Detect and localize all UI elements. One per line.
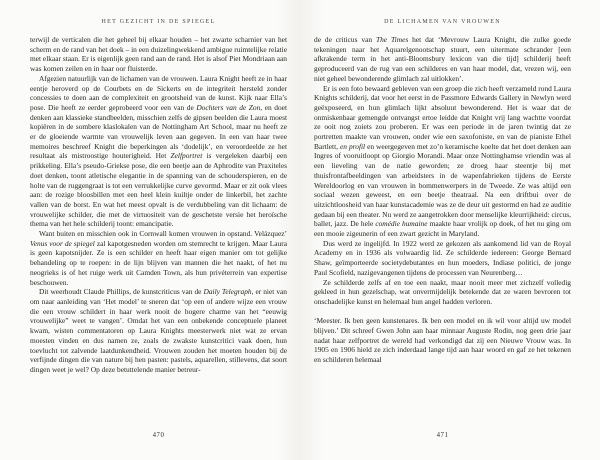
page-number-right: 471 bbox=[436, 432, 449, 439]
running-head-right: DE LICHAMEN VAN VROUWEN bbox=[384, 19, 501, 25]
paragraph: Dus werd ze ingelijfd. In 1922 werd ze gekozen als aankomend lid van de Royal Academy en in 1936 als volwaardig lid. Ze schilderde iedereen: George Bernard Shaw, geïmporteerde societydebutantes en hun moeders, Indiase politici, de jonge Paul Scofield, nazigevangenen tijdens de processen van Neurenberg… bbox=[314, 238, 571, 277]
left-page-body-text bbox=[30, 35, 287, 421]
paragraph: Er is een foto bewaard gebleven van een groep die zich heeft verzameld rond Laura Knights schilderij, dat voor het eerst in de Passmore Edwards Gallery in Newlyn werd geëxposeerd, en hun glimlach lijkt absoluut bewonderend. Het is waar dat de onmiskenbaar gemengde ontvangst ertoe leidde dat Knight vrij lang wachtte voordat ze ooit nog zoiets zou proberen. Er was een periode in de jaren twintig dat ze portretten maakte van vrouwen, onder wie een saxofoniste, en van de pianiste Ethel Bartlett, en profil en weergegeven met zo’n keramische koelte dat het doet denken aan Ingres of vooruitloopt op Giorgio Morandi. Maar onze Nottinghamse vriendin was al een lieveling van de natie geworden; ze droeg haar steentje bij met thuisfrontafbeeldingen van arbeidsters in de wapenfabrieken tijdens de Eerste Wereldoorlog en van vrouwen in bommenwerpers in de Tweede. Ze was altijd een sociaal wezen geweest, en een beetje theatraal. Na een driftbui over de uitzichtloosheid van haar kunstacademie was ze de deur uit gestormd en had ze auditie gedaan bij een theater. Nu werd ze aangetrokken door menselijke kleurrijkheid: circus, ballet, jazz. De hele comédie humaine maakte haar vrolijk op doek, of het nu ging om een mooie zigeunerin of een zwart gezicht in Maryland. bbox=[314, 83, 571, 239]
paragraph: ‘Meester. Ik ben geen kunstenares. Ik ben een model en ik wil voor altijd uw model blijven.’ Dit schreef Gwen John aan haar minnaar Auguste Rodin, nog geen drie jaar nadat haar zelfportret de wereld had verkondigd dat zij een Nieuwe Vrouw was. In 1905 en 1906 hield ze zich inderdaad lange tijd aan haar woord en gaf ze het tekenen en schilderen helemaal bbox=[314, 316, 571, 365]
right-page bbox=[300, 0, 600, 460]
paragraph: terwijl de verticalen die het geheel bij elkaar houden – het zwarte scharnier van het scherm en de rand van het doek – in een duizelingwekkend ambigue ruimtelijke relatie met elkaar staan. Er is eigenlijk geen rand aan de rand. Het is alsof Piet Mondriaan aan was komen zeilen en in haar oor fluisterde. bbox=[30, 35, 287, 74]
paragraph: Want buiten en misschien ook in Cornwall komen vrouwen in opstand. Velázquez’ Venus voor de spiegel zal kapotgesneden worden om stemrecht te krijgen. Maar Laura is geen kapotsnijder. Ze is een schilder en heeft haar eigen manier om tot gelijke behandeling op te roepen: in de lijn blijven van mannen die het naakt, of het nu neogrieks is of het ruige werk uit Camden Town, als hun privéterrein van expertise beschouwen. bbox=[30, 229, 287, 287]
paragraph: Afgezien natuurlijk van de lichamen van de vrouwen. Laura Knight heeft ze in haar eentje heroverd op de Courbets en de Sickerts en de integriteit hersteld zonder concessies te doen aan de complexiteit en grootsheid van de kunst. Kijk naar Ella’s pose. Die heeft ze eerder geprobeerd voor een van de Dochters van de Zon, en doet denken aan klassieke standbeelden, misschien zelfs de gipsen beelden die Laura moest kopiëren in de sombere klaslokalen van de Nottingham Art School, maar nu heeft ze er de gloeiende warmte van vrouwelijk leven aan gegeven. In een van haar twee memoires beschreef Knight die beperkingen als ‘dodelijk’, en veroordeelde ze het resultaat als mistroostige houterigheid. Het Zelfportret is vergeleken daarbij een prikkeling. Ella’s pseudo-Griekse pose, die een beetje aan de Aphrodite van Praxiteles doet denken, toont atletische elegantie in de spanning van de schouderspieren, en de holte van de ruggengraat is tot een verrukkelijke curve gevormd. Maar er zit ook vlees aan: de rozige bloosbillen met een heel klein kuiltje onder de linkerbil, het zachte vallen van de borst. En wat het meest opvalt is de verdubbeling van dit lichaam: de vrouwelijke schilder, die met de virtuositeit van de geschetste versie het heroïsche thema van het hele schilderij toont: emancipatie. bbox=[30, 73, 287, 229]
page-number-left: 470 bbox=[152, 432, 165, 439]
right-page-body-text bbox=[314, 35, 571, 421]
paragraph: Ze schilderde zelfs af en toe een naakt, maar nooit meer met zichzelf volledig gekleed in hun gezelschap, wat onvermijdelijk betekende dat ze waren bevroren tot onschadelijke kunst en helemaal hun angel hadden verloren. bbox=[314, 277, 571, 306]
running-head-left: HET GEZICHT IN DE SPIEGEL bbox=[101, 19, 216, 25]
paragraph: Dit weerhoudt Claude Phillips, de kunstcriticus van de Daily Telegraph, er niet van om naar aanleiding van ‘Het model’ te sneren dat ‘op een of andere wijze een vrouw die een vrouw schildert in haar werk nooit de hogere charme van het “eeuwig vrouwelijke” weet te vangen’. Omdat het van een onbekende conceptuele planeet kwam, wisten commentatoren op Laura Knights meesterwerk niet wat ze ervan moesten vinden en dus namen ze, zoals de zwakste kunstcritici vaak doen, hun toevlucht tot zalvende laatdunkendheid. Vrouwen zouden het moeten houden bij de verfijnde dingen die van nature bij hen pasten: pastels, aquarellen, stillevens, dat soort dingen weet je wel? Op deze betuttelende manier betreur- bbox=[30, 287, 287, 374]
paragraph: de de criticus van The Times het dat ‘Mevrouw Laura Knight, die zulke goede tekeningen naar het Aquarelgenootschap stuurt, een uitermate schrander [een afkrakende term in het anti-Bloomsbury lexicon van die tijd] schilderij heeft geproduceerd van de rug van een schilderes en van haar model, dat, vrezen wij, een niet geheel bewonderende glimlach zal uitlokken’. bbox=[314, 35, 571, 83]
